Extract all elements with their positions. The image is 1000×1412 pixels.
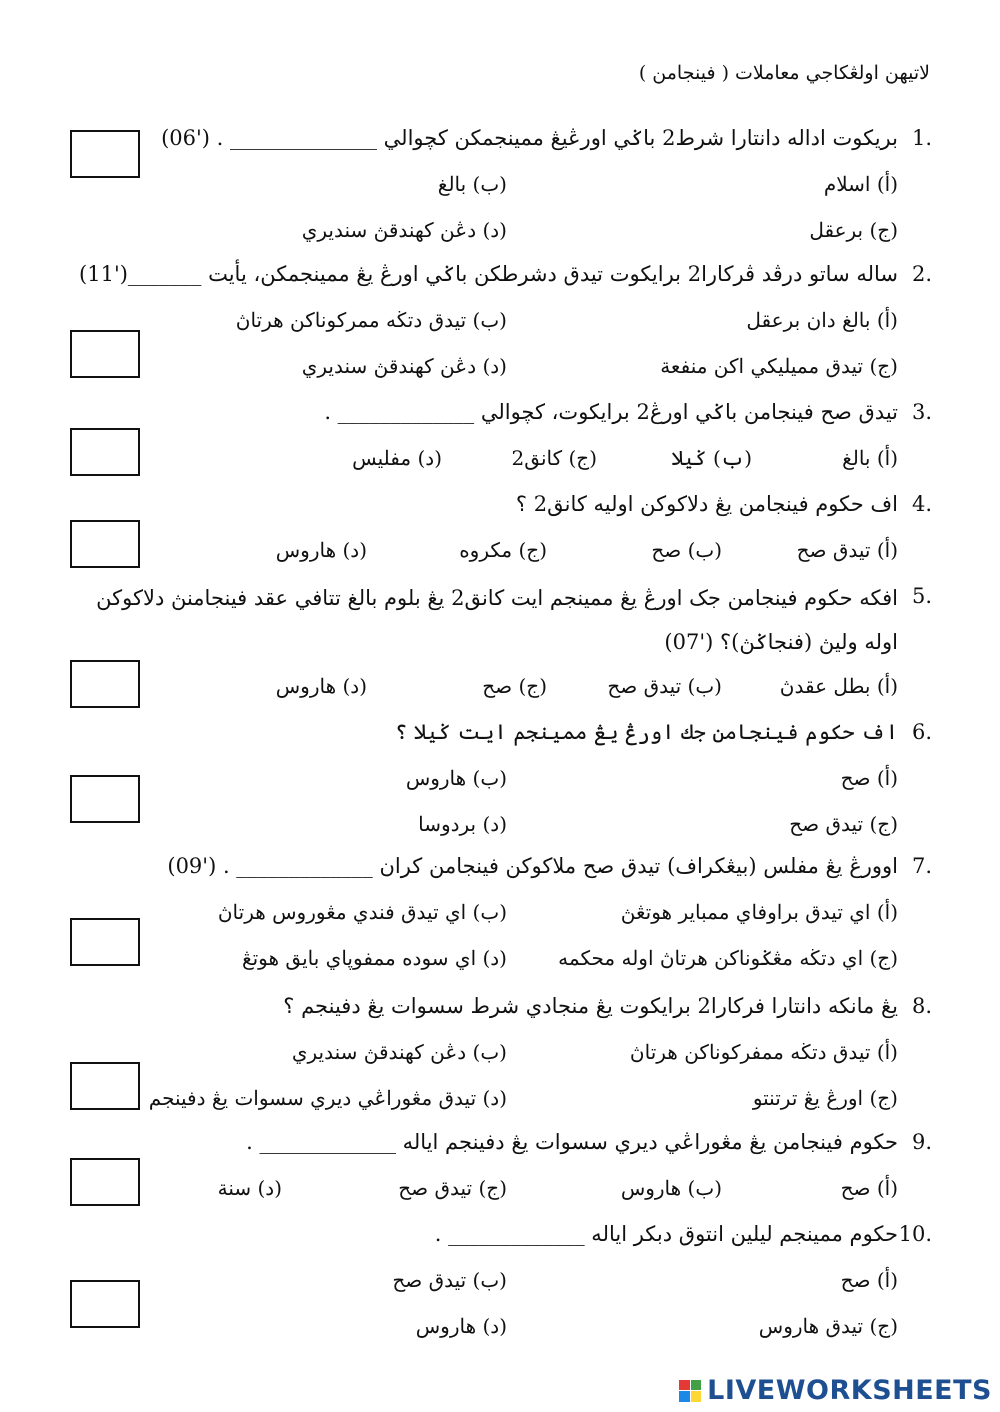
option-d: (د) سنة xyxy=(217,1176,282,1200)
question-6 xyxy=(70,712,932,848)
option-a: (أ) صح xyxy=(840,1268,898,1292)
liveworksheets-footer xyxy=(679,1375,992,1406)
option-c: (ج) کانق2 xyxy=(511,446,597,470)
option-d: (د) هاروس xyxy=(415,1314,507,1338)
question-text: يڠ مانکه دانتارا فرکارا2 برايکوت يڠ منجادي شرط سسوات يڠ دفينجم ؟ xyxy=(283,994,898,1018)
answer-box-9[interactable] xyxy=(70,1158,140,1206)
liveworksheets-logo-icon xyxy=(679,1380,701,1402)
question-10 xyxy=(70,1214,932,1350)
question-number: 7. xyxy=(911,854,932,878)
question-text: اف حکوم فينجامن جك اورڠ يڠ ممينجم ايت ݢيلا ؟ xyxy=(394,720,898,744)
question-text: حکوم ممينجم ليلين انتوق دبکر اياله _____________ . xyxy=(434,1222,898,1246)
option-a: (أ) اي تيدق براوفاي ممباير هوتڠڽ xyxy=(620,900,898,924)
option-c: (ج) مکروه xyxy=(459,538,547,562)
option-b: (ب) تيدق صح xyxy=(392,1268,507,1292)
question-text: ساله ساتو درڤد ڤرکارا2 برايکوت تيدق دشرطکن باݢي اورڠ يڠ ممينجمکن، يأيت _______('11) xyxy=(79,262,898,286)
option-c: (ج) تيدق هاروس xyxy=(758,1314,898,1338)
option-a: (أ) بالغ دان برعقل xyxy=(746,308,898,332)
answer-box-1[interactable] xyxy=(70,130,140,178)
option-b: (ب) هاروس xyxy=(620,1176,722,1200)
option-c: (ج) اورڠ يڠ ترتنتو xyxy=(752,1086,898,1110)
logo-square xyxy=(691,1380,702,1391)
option-d: (د) مفليس xyxy=(352,446,442,470)
option-a: (أ) بالغ xyxy=(842,446,898,470)
option-c: (ج) اي دتڬه مڠݢوناکن هرتاڽ اوله محکمه xyxy=(558,946,898,970)
option-b: (ب) تيدق دتڬه ممرکوناکن هرتاڽ xyxy=(235,308,507,332)
answer-box-10[interactable] xyxy=(70,1280,140,1328)
option-a: (أ) اسلام xyxy=(823,172,898,196)
logo-square xyxy=(691,1391,702,1402)
brand-name: LIVEWORKSHEETS xyxy=(707,1375,992,1406)
option-b: (ب) دڠن کهندقڽ سنديري xyxy=(291,1040,507,1064)
option-d: (د) تيدق مڠوراڠي ديري سسوات يڠ دفينجم xyxy=(148,1086,507,1110)
answer-box-5[interactable] xyxy=(70,660,140,708)
question-number: 10. xyxy=(898,1222,932,1246)
answer-box-4[interactable] xyxy=(70,520,140,568)
question-8 xyxy=(70,986,932,1122)
option-d: (د) اي سوده ممفوڽاي بايق هوتڠ xyxy=(241,946,507,970)
option-a: (أ) بطل عقدڽ xyxy=(779,674,898,698)
answer-box-6[interactable] xyxy=(70,775,140,823)
question-7 xyxy=(70,846,932,982)
question-5 xyxy=(70,576,932,710)
question-text: حکوم فينجامن يڠ مڠوراڠي ديري سسوات يڠ دفينجم اياله _____________ . xyxy=(246,1130,898,1154)
logo-square xyxy=(679,1380,690,1391)
option-b: (ب) بالغ xyxy=(437,172,507,196)
option-c: (ج) تيدق مميليکي اکن منفعة xyxy=(660,354,898,378)
option-d: (د) دڠن کهندقڽ سنديري xyxy=(301,354,507,378)
option-d: (د) هاروس xyxy=(275,538,367,562)
option-d: (د) دڠن کهندقڽ سنديري xyxy=(301,218,507,242)
question-text: اوورڠ يڠ مفلس (بيڠکراف) تيدق صح ملاکوکن فينجامن کران _____________ . ('09) xyxy=(167,854,898,878)
option-b: (ب) اي تيدق فندي مڠوروس هرتاڽ xyxy=(217,900,507,924)
question-number: 4. xyxy=(911,492,932,516)
logo-square xyxy=(679,1391,690,1402)
option-b: (ب) صح xyxy=(651,538,722,562)
answer-box-3[interactable] xyxy=(70,428,140,476)
answer-box-8[interactable] xyxy=(70,1062,140,1110)
option-a: (أ) صح xyxy=(840,766,898,790)
option-c: (ج) برعقل xyxy=(809,218,898,242)
option-d: (د) بردوسا xyxy=(418,812,507,836)
option-c: (ج) تيدق صح xyxy=(789,812,898,836)
question-4 xyxy=(70,484,932,574)
question-text: تيدق صح فينجامن باݢي اورڠ2 برايکوت، کچوالي _____________ . xyxy=(324,400,898,424)
option-b: (ب) ݢيلا xyxy=(671,446,752,470)
question-text: افکه حکوم فينجامن جک اورڠ يڠ ممينجم ايت کانق2 يڠ بلوم بالغ تتافي عقد فينجامنڽ دلاکوکن اوله وليڽ (فنجاݢڽ)؟ ('07) xyxy=(96,586,898,654)
question-9 xyxy=(70,1122,932,1212)
question-number: 3. xyxy=(911,400,932,424)
option-c: (ج) تيدق صح xyxy=(398,1176,507,1200)
option-b: (ب) تيدق صح xyxy=(607,674,722,698)
question-3 xyxy=(70,392,932,482)
question-number: 2. xyxy=(911,262,932,286)
question-number: 8. xyxy=(911,994,932,1018)
option-a: (أ) تيدق صح xyxy=(796,538,898,562)
question-number: 1. xyxy=(911,126,932,150)
option-a: (أ) صح xyxy=(840,1176,898,1200)
option-c: (ج) صح xyxy=(482,674,547,698)
question-number: 6. xyxy=(911,720,932,744)
option-b: (ب) هاروس xyxy=(405,766,507,790)
question-number: 5. xyxy=(911,584,932,608)
question-number: 9. xyxy=(911,1130,932,1154)
answer-box-7[interactable] xyxy=(70,918,140,966)
answer-box-2[interactable] xyxy=(70,330,140,378)
option-a: (أ) تيدق دتڬه ممفرکوناکن هرتاڽ xyxy=(629,1040,898,1064)
option-d: (د) هاروس xyxy=(275,674,367,698)
question-1 xyxy=(70,118,932,254)
question-text: اف حکوم فينجامن يڠ دلاکوکن اوليه کانق2 ؟ xyxy=(515,492,898,516)
worksheet-title: لاتيهن اولڠکاجي معاملات ( فينجامن ) xyxy=(638,62,930,84)
question-2 xyxy=(70,254,932,390)
question-text: بريکوت اداله دانتارا شرط2 باݢي اورڠيڠ ممينجمکن کچوالي ______________ . ('06) xyxy=(161,126,898,150)
